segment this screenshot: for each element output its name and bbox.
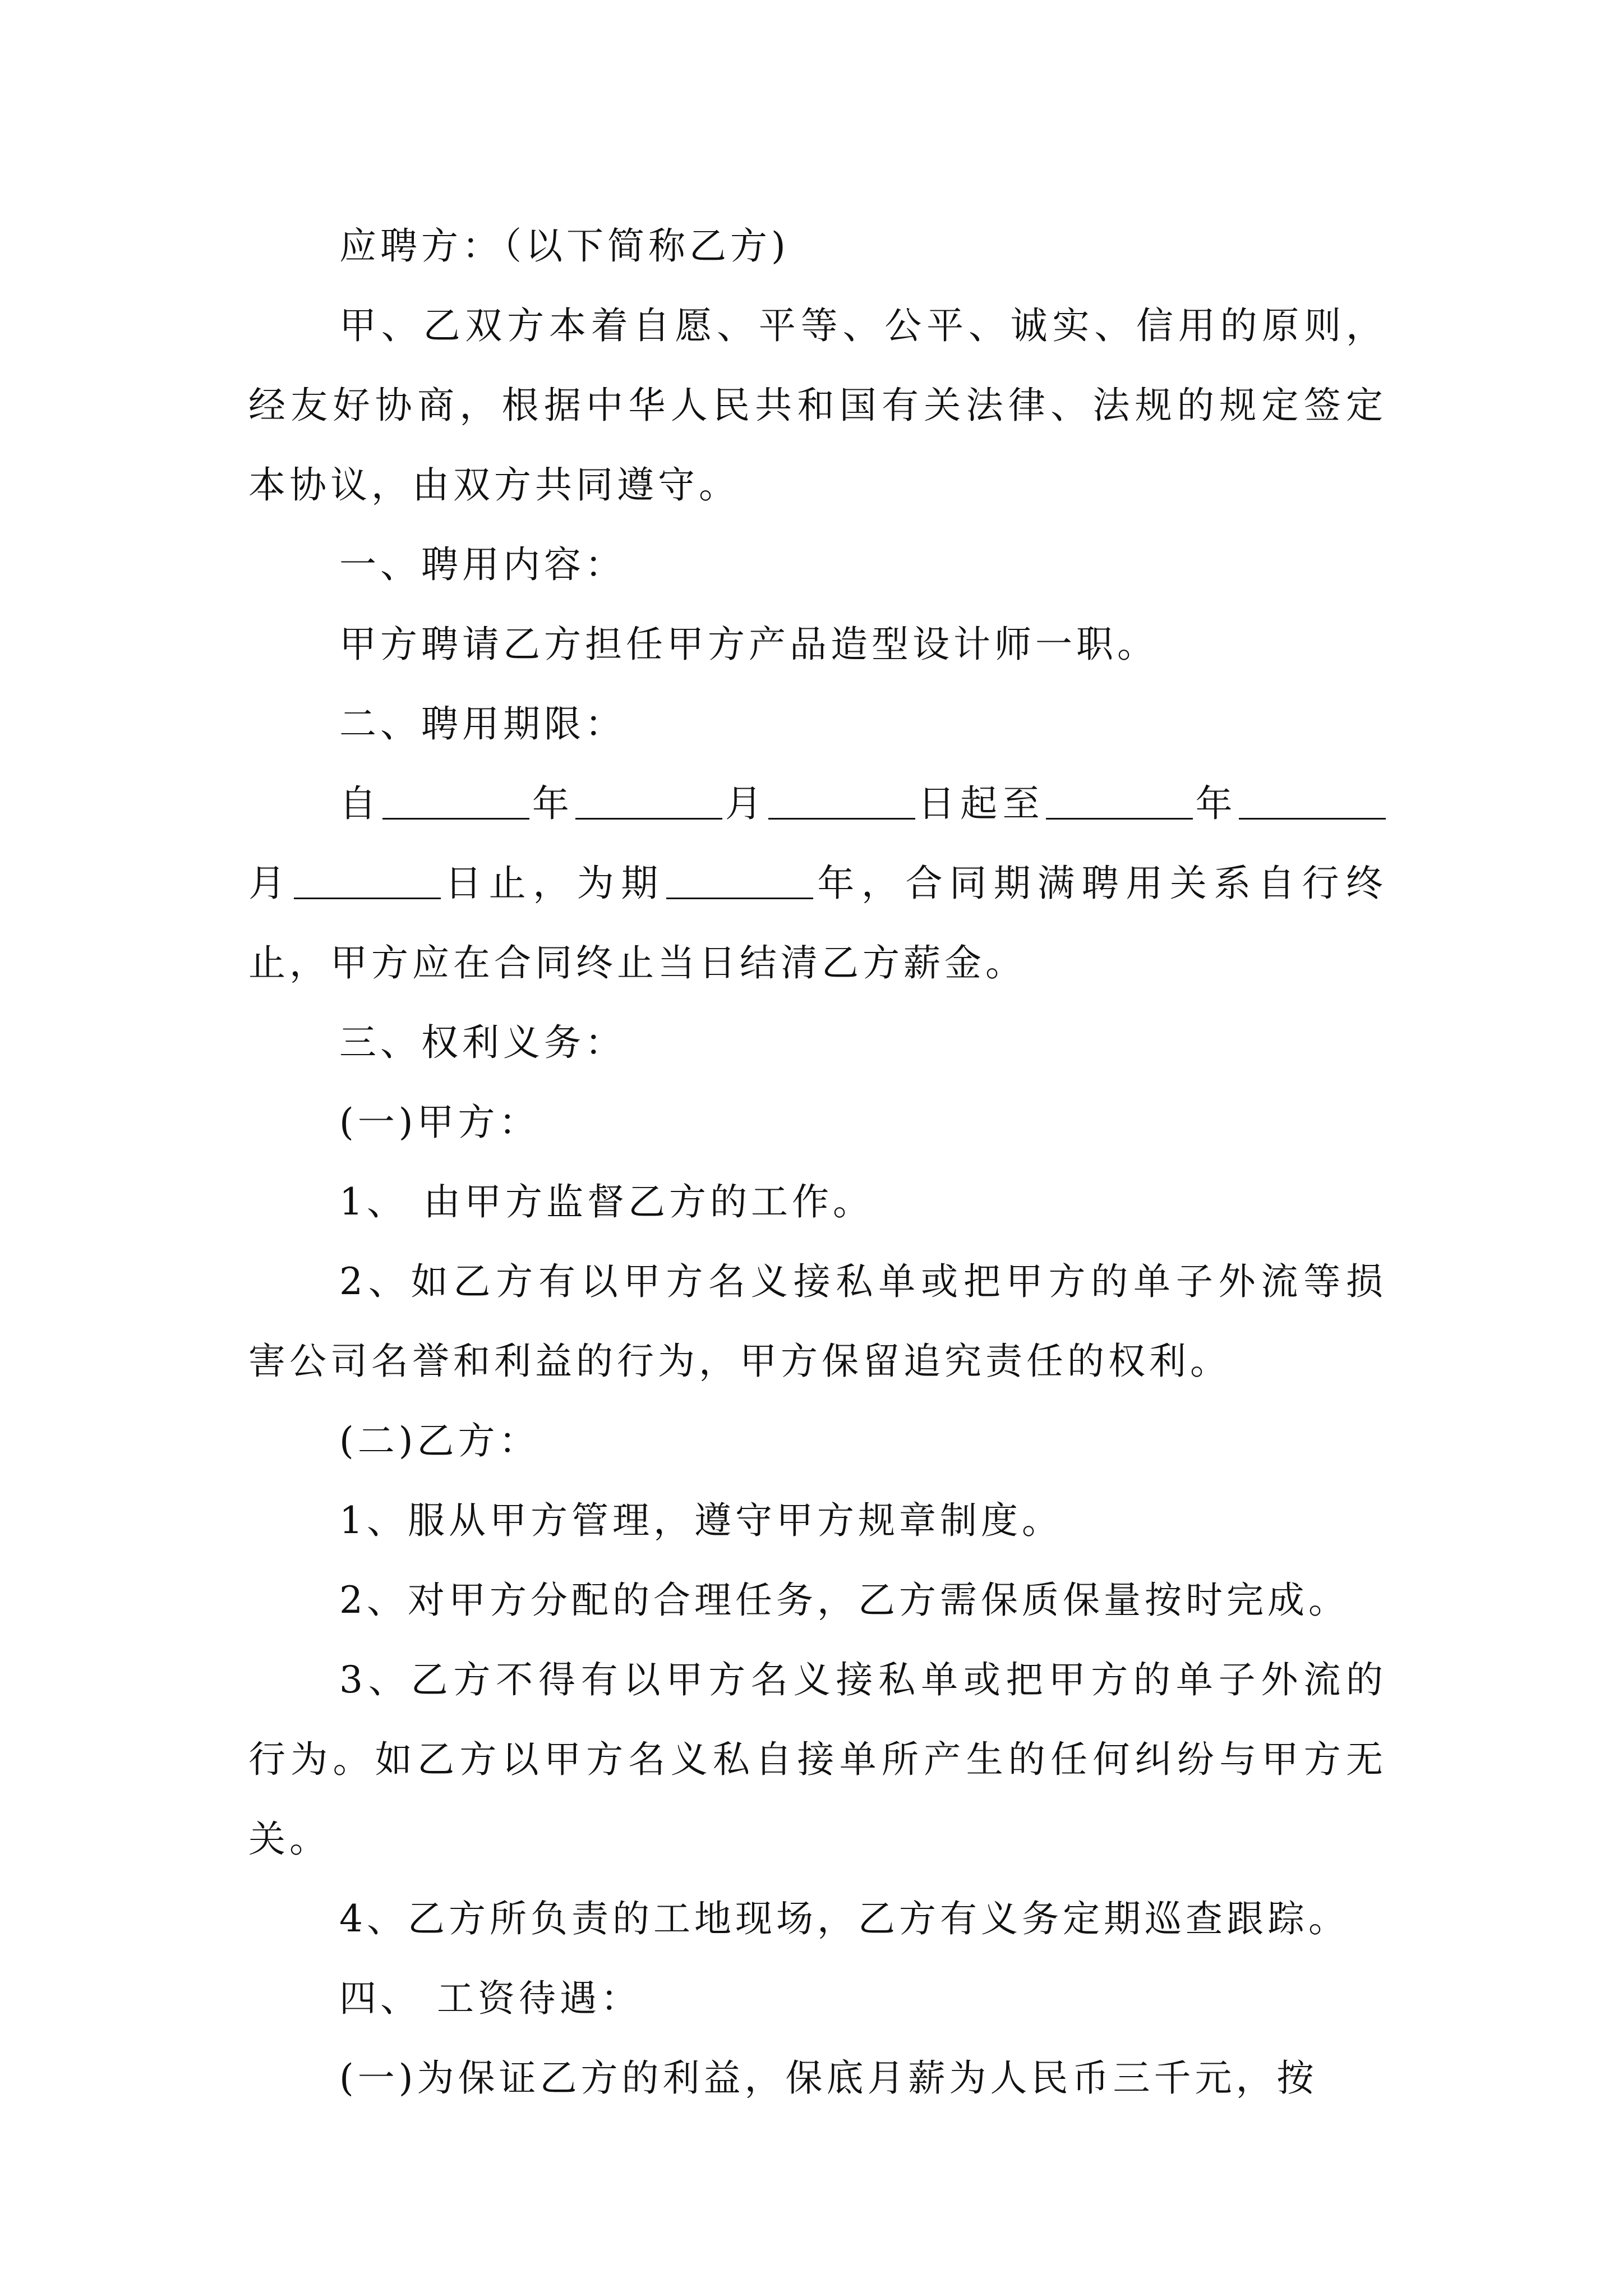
section-heading-employment-content: 一、聘用内容： — [339, 543, 626, 586]
section-heading-rights-obligations: 三、权利义务： — [339, 1021, 626, 1064]
salary-item-1: (一)为保证乙方的利益，保底月薪为人民币三千元，按 — [339, 2056, 1318, 2100]
term-day-start-label: 日起至 — [916, 782, 1045, 825]
section-heading-employment-term: 二、聘用期限： — [339, 702, 626, 746]
party-b-item-2: 2、对甲方分配的合理任务，乙方需保质保量按时完成。 — [339, 1579, 1349, 1622]
preamble-paragraph: 甲、乙双方本着自愿、平等、公平、诚实、信用的原则，经友好协商，根据中华人民共和国有关法律、法规的规定签定本协议，由双方共同遵守。 — [248, 304, 1387, 507]
applicant-line: 应聘方：（以下简称乙方) — [339, 224, 790, 268]
section-heading-salary: 四、 工资待遇： — [339, 1977, 642, 2020]
end-month-blank — [1239, 781, 1386, 820]
term-year-label: 年 — [531, 782, 575, 825]
term-year2-label: 年 — [1194, 782, 1238, 825]
term-year3-label: 年，合同期满聘用关系自行终止，甲方应在合同终止当日结清乙方薪金。 — [248, 862, 1387, 984]
contract-body — [248, 206, 1387, 2118]
party-b-item-4: 4、乙方所负责的工地现场，乙方有义务定期巡查跟踪。 — [339, 1897, 1349, 1940]
party-b-item-1: 1、服从甲方管理，遵守甲方规章制度。 — [339, 1499, 1063, 1542]
start-month-blank — [575, 781, 722, 820]
party-a-item-1: 1、 由甲方监督乙方的工作。 — [339, 1180, 874, 1223]
end-day-blank — [294, 861, 441, 899]
subheading-party-b: (二)乙方： — [339, 1419, 540, 1462]
party-b-item-3: 3、乙方不得有以甲方名义接私单或把甲方的单子外流的行为。如乙方以甲方名义私自接单所产生的任何纠纷与甲方无关。 — [248, 1658, 1387, 1861]
term-month2-label: 月 — [248, 862, 293, 905]
end-year-blank — [1046, 781, 1193, 820]
term-day-end-label: 日止，为期 — [441, 862, 665, 905]
start-day-blank — [768, 781, 915, 820]
term-month-label: 月 — [723, 782, 768, 825]
employment-content-paragraph: 甲方聘请乙方担任甲方产品造型设计师一职。 — [339, 623, 1158, 666]
party-a-item-2: 2、如乙方有以甲方名义接私单或把甲方的单子外流等损害公司名誉和利益的行为，甲方保留追究责任的权利。 — [248, 1260, 1387, 1383]
start-year-blank — [382, 781, 529, 820]
duration-years-blank — [666, 861, 813, 899]
term-from-label: 自 — [339, 782, 382, 825]
subheading-party-a: (一)甲方： — [339, 1101, 540, 1144]
employment-term-paragraph — [248, 764, 1387, 1003]
